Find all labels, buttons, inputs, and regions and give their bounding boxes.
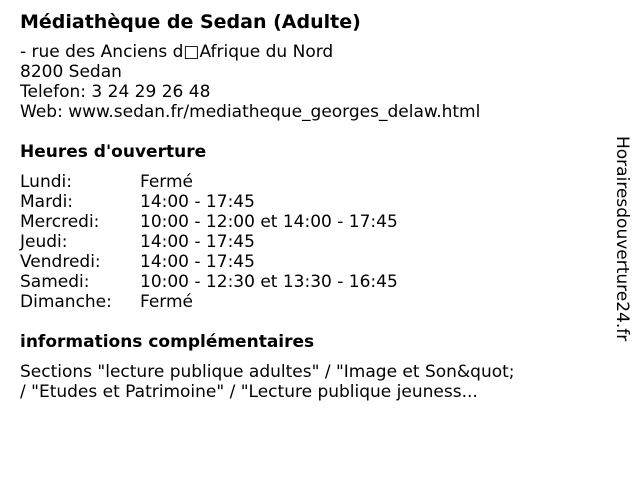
hours-row-thursday: [20, 232, 600, 252]
opening-hours-card: [20, 8, 600, 402]
day-times: 14:00 - 17:45: [140, 192, 255, 212]
day-label: Vendredi:: [20, 252, 101, 272]
day-times: 14:00 - 17:45: [140, 252, 255, 272]
hours-row-wednesday: [20, 212, 600, 232]
website: Web: www.sedan.fr/mediatheque_georges_delaw.html: [20, 102, 481, 122]
phone-number: Telefon: 3 24 29 26 48: [20, 82, 211, 102]
city: 8200 Sedan: [20, 62, 122, 82]
day-label: Jeudi:: [20, 232, 68, 252]
day-times: 10:00 - 12:30 et 13:30 - 16:45: [140, 272, 398, 292]
day-label: Mardi:: [20, 192, 74, 212]
site-watermark: Horairesdouverture24.fr: [612, 136, 632, 342]
day-times: 10:00 - 12:00 et 14:00 - 17:45: [140, 212, 398, 232]
info-heading: informations complémentaires: [20, 332, 315, 352]
street-address: - rue des Anciens d□Afrique du Nord: [20, 42, 334, 62]
day-times: 14:00 - 17:45: [140, 232, 255, 252]
hours-row-tuesday: [20, 192, 600, 212]
hours-row-friday: [20, 252, 600, 272]
hours-row-monday: [20, 172, 600, 192]
info-text: Sections "lecture publique adultes" / "Image et Son&quot; / "Etudes et Patrimoine" / "Lecture publique jeuness...: [20, 362, 515, 402]
day-label: Samedi:: [20, 272, 90, 292]
hours-row-saturday: [20, 272, 600, 292]
day-label: Lundi:: [20, 172, 72, 192]
page-title: Médiathèque de Sedan (Adulte): [20, 11, 361, 33]
day-label: Dimanche:: [20, 292, 112, 312]
day-times: Fermé: [140, 172, 194, 192]
hours-row-sunday: [20, 292, 600, 312]
hours-table: [20, 172, 600, 312]
address-block: [20, 42, 600, 122]
hours-heading: Heures d'ouverture: [20, 142, 207, 162]
day-times: Fermé: [140, 292, 194, 312]
day-label: Mercredi:: [20, 212, 100, 232]
